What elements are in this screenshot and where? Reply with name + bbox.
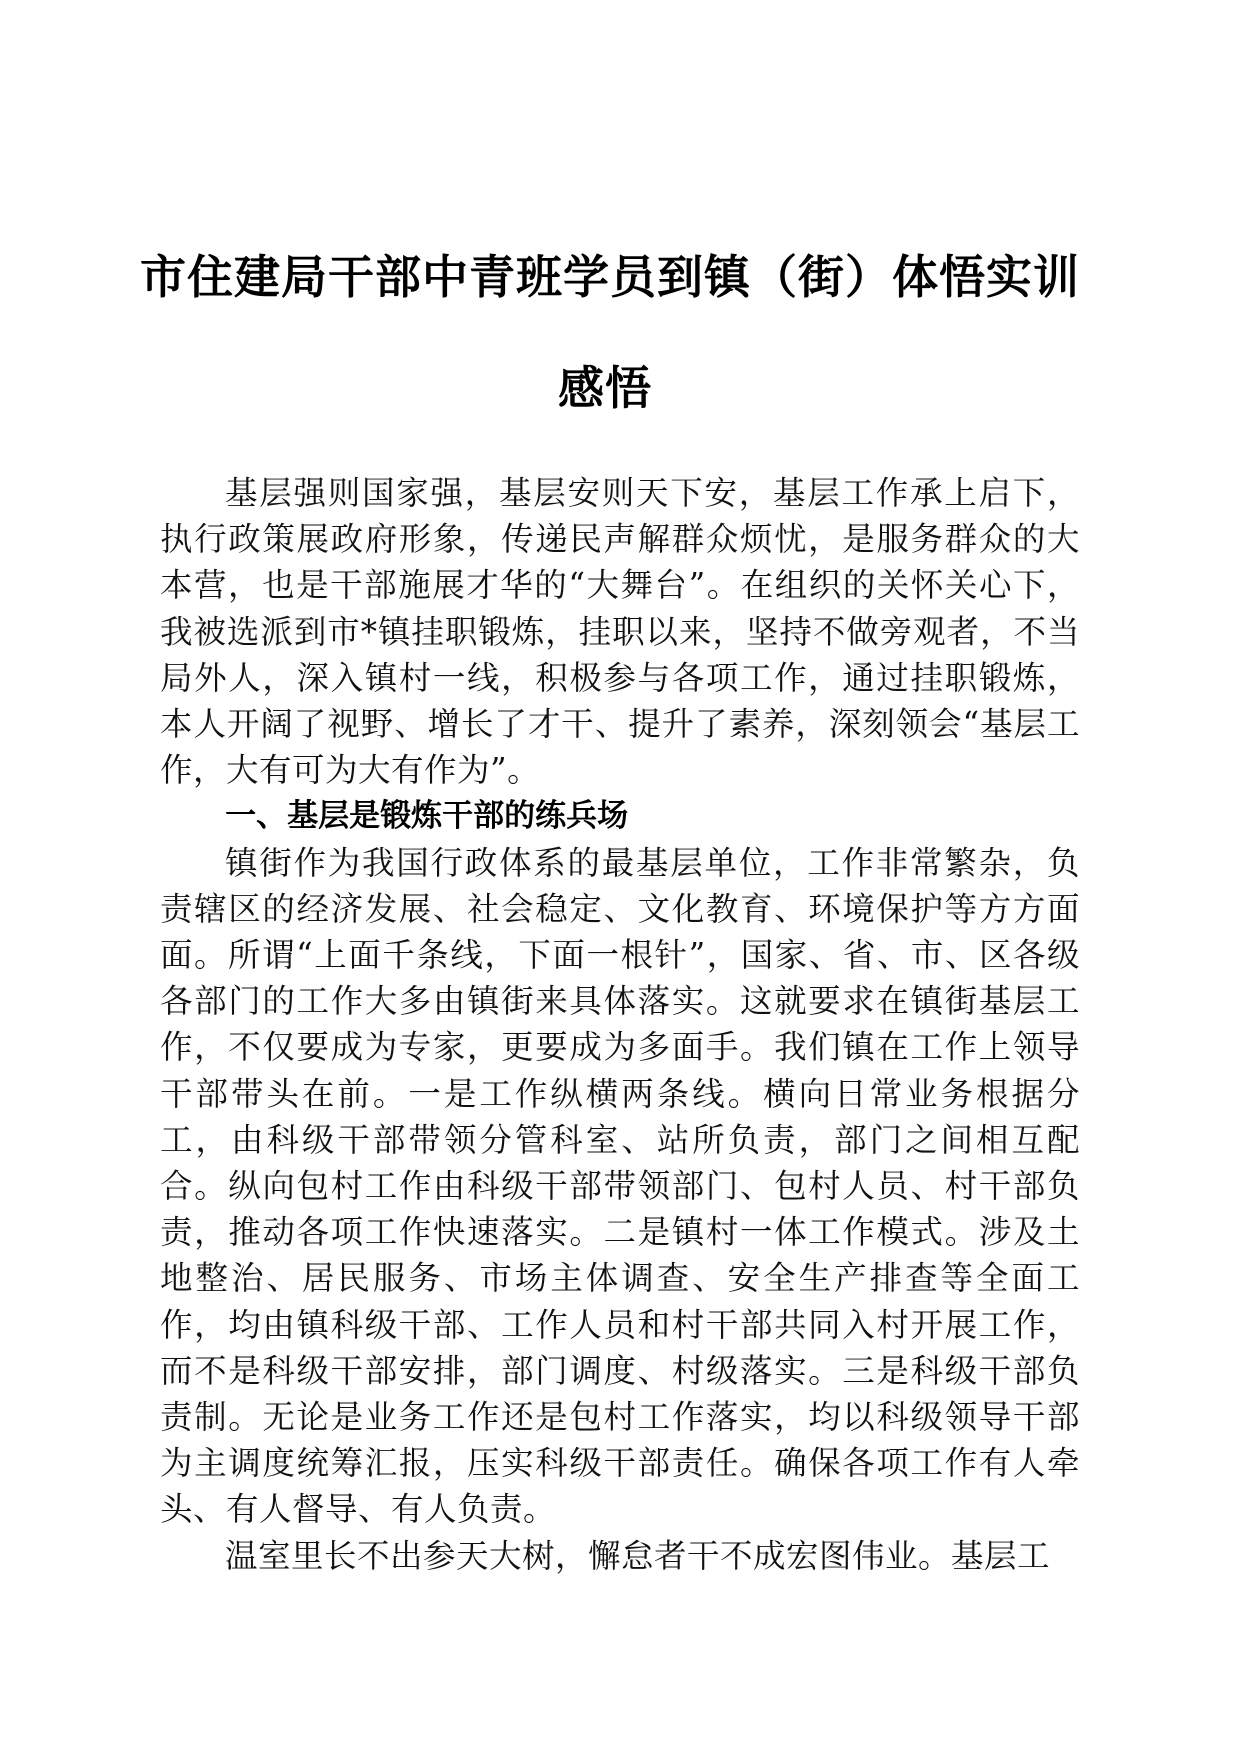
document-body: [160, 470, 1080, 1579]
section-1-paragraph: 镇街作为我国行政体系的最基层单位，工作非常繁杂，负责辖区的经济发展、社会稳定、文化教育、环境保护等方方面面。所谓“上面千条线，下面一根针”，国家、省、市、区各级各部门的工作大多由镇街来具体落实。这就要求在镇街基层工作，不仅要成为专家，更要成为多面手。我们镇在工作上领导干部带头在前。一是工作纵横两条线。横向日常业务根据分工，由科级干部带领分管科室、站所负责，部门之间相互配合。纵向包村工作由科级干部带领部门、包村人员、村干部负责，推动各项工作快速落实。二是镇村一体工作模式。涉及土地整治、居民服务、市场主体调查、安全生产排查等全面工作，均由镇科级干部、工作人员和村干部共同入村开展工作，而不是科级干部安排，部门调度、村级落实。三是科级干部负责制。无论是业务工作还是包村工作落实，均以科级领导干部为主调度统筹汇报，压实科级干部责任。确保各项工作有人牵头、有人督导、有人负责。: [160, 843, 1080, 1529]
title-line-1: 市住建局干部中青班学员到镇（街）体悟实训: [140, 250, 1080, 304]
section-1-paragraph-2: 温室里长不出参天大树，懈怠者干不成宏图伟业。基层工: [225, 1536, 1051, 1575]
title-line-2: 感悟: [558, 361, 652, 415]
intro-paragraph: 基层强则国家强，基层安则天下安，基层工作承上启下，执行政策展政府形象，传递民声解群众烦忧，是服务群众的大本营，也是干部施展才华的“大舞台”。在组织的关怀关心下，我被选派到市*镇挂职锻炼，挂职以来，坚持不做旁观者，不当局外人，深入镇村一线，积极参与各项工作，通过挂职锻炼，本人开阔了视野、增长了才干、提升了素养，深刻领会“基层工作，大有可为大有作为”。: [160, 474, 1080, 790]
section-heading-1: 一、基层是锻炼干部的练兵场: [225, 798, 629, 835]
document-title: [140, 222, 1080, 444]
